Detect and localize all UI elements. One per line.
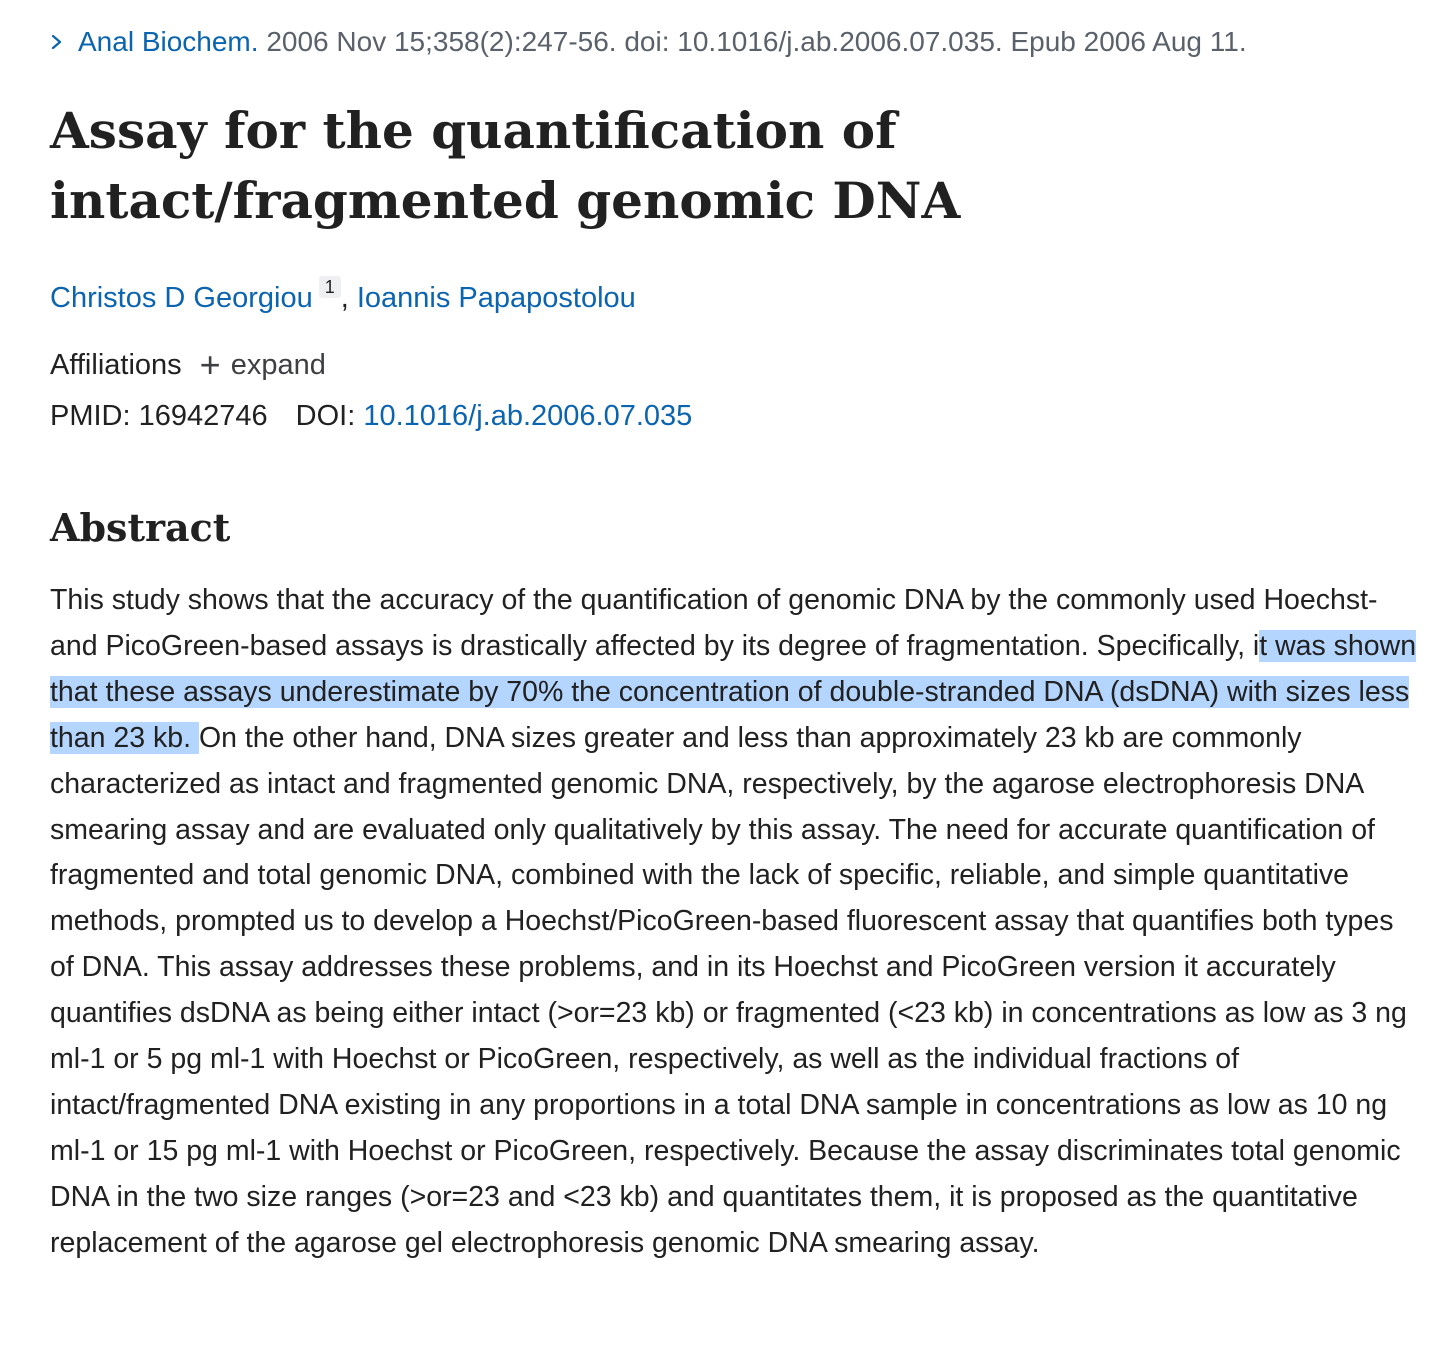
expand-label: expand [230, 349, 326, 381]
citation-line [50, 22, 1247, 62]
article-title: Assay for the quantification of intact/fragmented genomic DNA [50, 101, 961, 230]
plus-icon: + [199, 344, 221, 385]
abstract-text-before: This study shows that the accuracy of the quantification of genomic DNA by the commonly used Hoechst- and PicoGreen-based assays is drastically affected by its degree of fragmentation. Specifically, i [50, 584, 1378, 662]
doi-link[interactable]: 10.1016/j.ab.2006.07.035 [363, 400, 693, 432]
author-link-georgiou[interactable]: Christos D Georgiou [50, 282, 313, 314]
citation-details: 2006 Nov 15;358(2):247-56. doi: 10.1016/j.ab.2006.07.035. Epub 2006 Aug 11. [266, 26, 1247, 57]
pmid-value: 16942746 [138, 400, 268, 432]
affiliations-label: Affiliations [50, 349, 182, 381]
abstract-selected-text: t was shown that these assays underestimate by 70% the concentration of double-stranded DNA (dsDNA) with sizes less than 23 kb. [50, 629, 1417, 754]
journal-link[interactable]: Anal Biochem. [78, 26, 259, 57]
doi-label: DOI: [295, 400, 356, 432]
chevron-right-icon[interactable] [50, 35, 64, 49]
affiliations-row [50, 345, 326, 385]
author-list [50, 276, 636, 318]
affiliation-ref[interactable]: 1 [319, 276, 341, 298]
expand-affiliations-button[interactable] [199, 344, 326, 385]
identifiers-row [50, 396, 692, 436]
author-link-papapostolou[interactable]: Ioannis Papapostolou [356, 282, 636, 314]
abstract-text [50, 578, 1422, 1267]
abstract-text-after: On the other hand, DNA sizes greater and less than approximately 23 kb are commonly characterized as intact and fragmented genomic DNA, respectively, by the agarose electrophoresis DNA smearing assay and are evaluated only qualitatively by this assay. The need for accurate quantification of fragmented and total genomic DNA, combined with the lack of specific, reliable, and simple quantitative methods, prompted us to develop a Hoechst/PicoGreen-based fluorescent assay that quantifies both types of DNA. This assay addresses these problems, and in its Hoechst and PicoGreen version it accurately quantifies dsDNA as being either intact (>or=23 kb) or fragmented (<23 kb) in concentrations as low as 3 ng ml-1 or 5 pg ml-1 with Hoechst or PicoGreen, respectively, as well as the individual fractions of intact/fragmented DNA existing in any proportions in a total DNA sample in concentrations as low as 10 ng ml-1 or 15 pg ml-1 with Hoechst or PicoGreen, respectively. Because the assay discriminates total genomic DNA in the two size ranges (>or=23 and <23 kb) and quantitates them, it is proposed as the quantitative replacement of the agarose gel electrophoresis genomic DNA smearing assay. [50, 721, 1407, 1259]
author-separator: , [340, 282, 357, 314]
abstract-heading: Abstract [50, 505, 231, 550]
pmid-label: PMID: [50, 400, 131, 432]
